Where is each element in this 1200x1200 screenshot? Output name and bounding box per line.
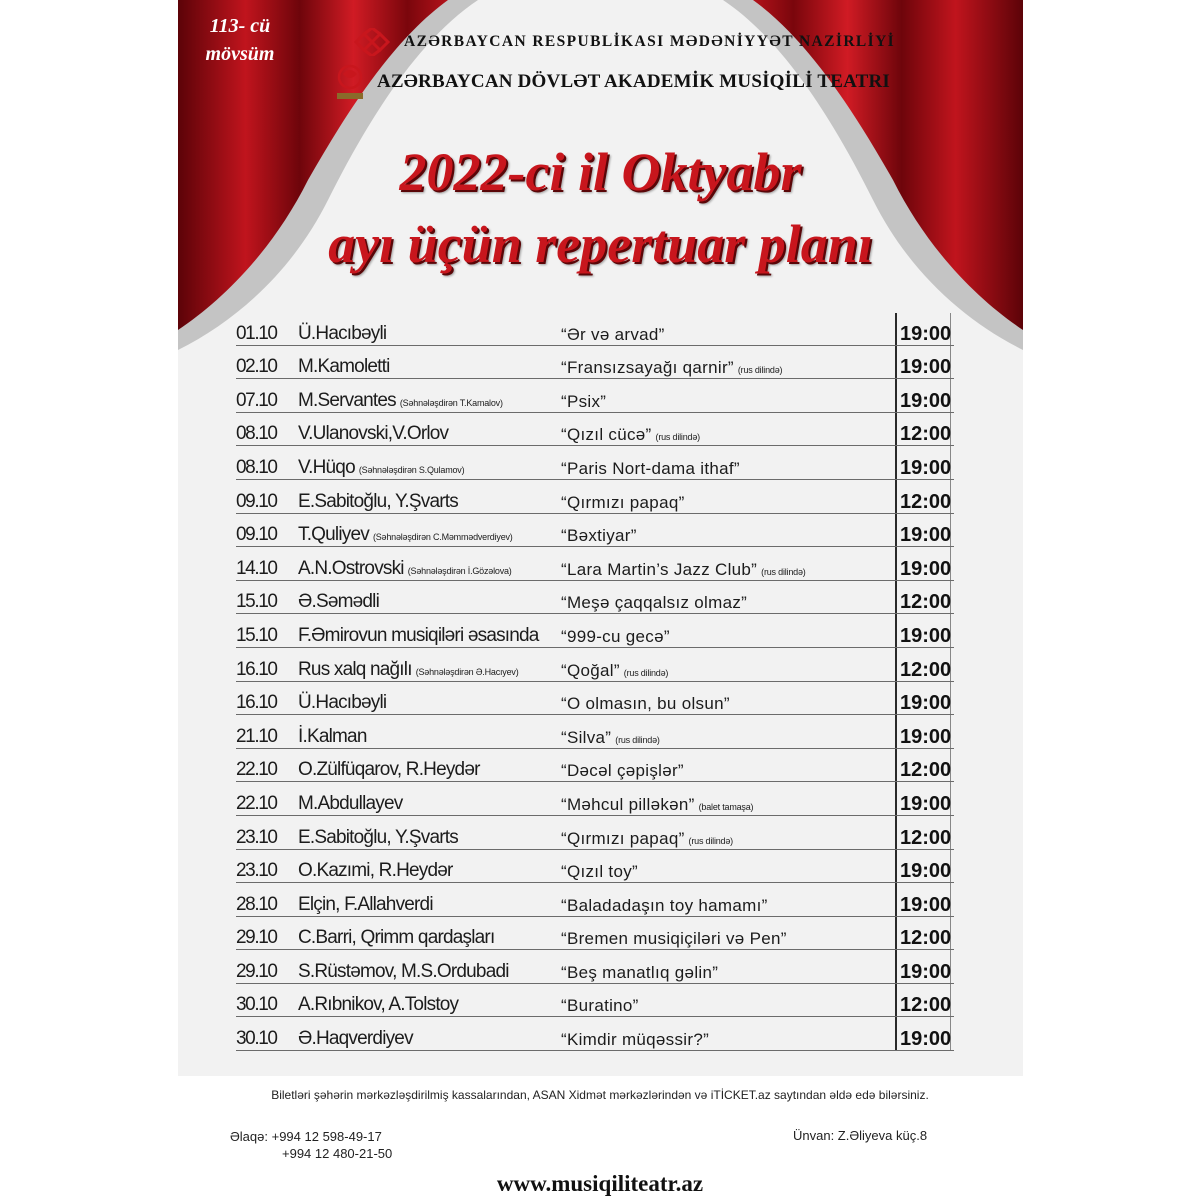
row-author: [298, 927, 498, 949]
row-time: 12:00: [900, 759, 952, 782]
title-note: (rus dilində): [761, 566, 806, 577]
ministry-header: [352, 26, 895, 58]
row-date: 16.10: [236, 692, 277, 714]
row-title: [561, 593, 751, 613]
author-name: F.Əmirovun musiqiləri əsasında: [298, 624, 539, 646]
row-time: 12:00: [900, 658, 952, 681]
author-note: (Səhnələşdirən S.Qulamov): [358, 464, 465, 475]
row-underline: [236, 513, 954, 514]
row-time: 19:00: [900, 524, 952, 547]
row-date: 07.10: [236, 389, 277, 411]
row-underline: [236, 412, 954, 413]
play-title: “Silva”: [561, 727, 612, 747]
row-author: [298, 793, 406, 815]
row-date: 23.10: [236, 860, 277, 882]
theatre-header: [333, 60, 890, 104]
row-title: [561, 1030, 713, 1050]
row-author: [298, 860, 457, 882]
row-author: [298, 692, 390, 714]
row-underline: [236, 546, 954, 547]
author-name: İ.Kalman: [298, 725, 367, 747]
phone-2: +994 12 480-21-50: [282, 1146, 393, 1161]
row-title: [561, 896, 772, 916]
author-note: (Səhnələşdirən C.Məmmədverdiyev): [372, 532, 513, 543]
play-title: “Lara Martin’s Jazz Club”: [561, 559, 758, 579]
row-time: 19:00: [900, 692, 952, 715]
row-time: 19:00: [900, 557, 952, 580]
row-underline: [236, 949, 954, 950]
schedule-row: [234, 683, 964, 717]
play-title: “Meşə çaqqalsız olmaz”: [561, 593, 748, 613]
row-title: [561, 358, 782, 378]
theatre-logo-icon: [333, 62, 367, 102]
author-name: M.Abdullayev: [298, 792, 403, 814]
schedule-row: [234, 750, 964, 784]
row-author: [298, 659, 519, 681]
row-underline: [236, 479, 954, 480]
row-title: [561, 493, 689, 513]
row-time: 12:00: [900, 927, 952, 950]
row-title: [561, 761, 688, 781]
play-title: “Qırmızı papaq”: [561, 828, 685, 848]
author-name: M.Kamoletti: [298, 356, 390, 378]
row-author: [298, 625, 543, 647]
author-name: S.Rüstəmov, M.S.Ordubadi: [298, 960, 509, 982]
schedule-row: [234, 1018, 964, 1052]
row-date: 15.10: [236, 591, 277, 613]
row-author: [298, 457, 464, 479]
row-date: 29.10: [236, 960, 277, 982]
schedule-row: [234, 918, 964, 952]
row-underline: [236, 882, 954, 883]
row-time: 19:00: [900, 624, 952, 647]
row-author: [298, 994, 462, 1016]
poster-title-line-1: 2022-ci il Oktyabr: [399, 142, 802, 202]
row-date: 16.10: [236, 658, 277, 680]
row-underline: [236, 983, 954, 984]
schedule-row: [234, 884, 964, 918]
row-underline: [236, 714, 954, 715]
row-title: [561, 526, 641, 546]
ministry-name: AZƏRBAYCAN RESPUBLİKASI MƏDƏNİYYƏT NAZİRLİYİ: [404, 33, 896, 50]
row-date: 30.10: [236, 994, 277, 1016]
row-author: [298, 558, 512, 580]
theatre-name: AZƏRBAYCAN DÖVLƏT AKADEMİK MUSİQİLİ TEATRI: [377, 71, 890, 92]
row-title: [561, 728, 660, 748]
play-title: “Məhcul pilləkən”: [561, 794, 695, 814]
row-underline: [236, 345, 954, 346]
schedule-row: [234, 851, 964, 885]
schedule-row: [234, 481, 964, 515]
row-title: [561, 963, 722, 983]
author-name: E.Sabitoğlu, Y.Şvarts: [298, 490, 458, 512]
schedule-row: [234, 582, 964, 616]
schedule-row: [234, 414, 964, 448]
title-note: (rus dilində): [623, 667, 669, 678]
row-date: 29.10: [236, 927, 277, 949]
row-author: [298, 1028, 417, 1050]
row-date: 01.10: [236, 322, 277, 344]
play-title: “Qızıl cücə”: [561, 425, 652, 445]
author-name: Ü.Hacıbəyli: [298, 692, 387, 714]
row-underline: [236, 647, 954, 648]
row-time: 12:00: [900, 423, 952, 446]
contact-label: Əlaqə:: [230, 1129, 268, 1144]
author-name: O.Zülfüqarov, R.Heydər: [298, 759, 480, 781]
play-title: “Bəxtiyar”: [561, 526, 637, 546]
ministry-logo-icon: [352, 28, 392, 56]
row-title: [561, 694, 734, 714]
row-time: 19:00: [900, 1028, 952, 1051]
play-title: “Qızıl toy”: [561, 862, 638, 882]
poster-title-line-2: ayı üçün repertuar planı: [328, 214, 873, 274]
season-line-1: 113- cü: [209, 15, 271, 37]
row-date: 22.10: [236, 759, 277, 781]
play-title: “Qırmızı papaq”: [561, 492, 685, 512]
row-date: 02.10: [236, 356, 277, 378]
author-note: (Səhnələşdirən T.Kamalov): [399, 397, 503, 408]
season-label: [190, 12, 290, 68]
title-note: (rus dilində): [688, 835, 733, 846]
row-title: [561, 829, 733, 849]
row-date: 08.10: [236, 456, 277, 478]
schedule-table: [234, 313, 964, 1052]
row-author: [298, 961, 513, 983]
row-time: 19:00: [900, 960, 952, 983]
schedule-row: [234, 716, 964, 750]
play-title: “Beş manatlıq gəlin”: [561, 962, 719, 982]
schedule-row: [234, 817, 964, 851]
author-name: Elçin, F.Allahverdi: [298, 893, 433, 915]
row-underline: [236, 916, 954, 917]
row-title: [561, 459, 744, 479]
play-title: “O olmasın, bu olsun”: [561, 694, 730, 714]
row-title: [561, 425, 700, 445]
title-note: (rus dilində): [737, 365, 783, 376]
schedule-row: [234, 380, 964, 414]
row-author: [298, 827, 462, 849]
row-title: [561, 996, 643, 1016]
row-title: [561, 661, 668, 681]
author-name: Ə.Səmədli: [298, 591, 380, 613]
title-note: (balet tamaşa): [698, 801, 754, 812]
play-title: “Bremen musiqiçiləri və Pen”: [561, 929, 787, 949]
row-title: [561, 560, 806, 580]
title-note: (rus dilində): [615, 734, 660, 745]
row-time: 12:00: [900, 826, 952, 849]
contact-block: [230, 1128, 392, 1162]
row-title: [561, 795, 753, 815]
author-name: M.Servantes: [298, 389, 396, 411]
row-author: [298, 524, 513, 546]
row-title: [561, 627, 674, 647]
author-note: (Səhnələşdirən İ.Gözəlova): [407, 565, 512, 576]
play-title: “Qoğal”: [561, 660, 620, 680]
author-name: A.Rıbnikov, A.Tolstoy: [298, 994, 459, 1016]
row-time: 19:00: [900, 389, 952, 412]
row-time: 12:00: [900, 994, 952, 1017]
row-time: 19:00: [900, 322, 952, 345]
row-time: 19:00: [900, 456, 952, 479]
row-author: [298, 591, 383, 613]
author-name: Ə.Haqverdiyev: [298, 1028, 413, 1050]
row-time: 19:00: [900, 725, 952, 748]
author-name: V.Ulanovski,V.Orlov: [298, 423, 449, 445]
row-date: 14.10: [236, 557, 277, 579]
play-title: “Fransızsayağı qarnir”: [561, 358, 734, 378]
author-name: O.Kazımi, R.Heydər: [298, 860, 453, 882]
row-underline: [236, 1050, 954, 1051]
row-author: [298, 323, 390, 345]
row-underline: [236, 445, 954, 446]
row-date: 21.10: [236, 725, 277, 747]
author-name: T.Quliyev: [298, 524, 369, 546]
play-title: “999-cu gecə”: [561, 626, 670, 646]
schedule-row: [234, 649, 964, 683]
row-time: 12:00: [900, 490, 952, 513]
play-title: “Baladadaşın toy hamamı”: [561, 895, 768, 915]
row-date: 28.10: [236, 893, 277, 915]
row-date: 15.10: [236, 624, 277, 646]
phone-1: +994 12 598-49-17: [271, 1129, 382, 1144]
play-title: “Buratino”: [561, 996, 639, 1016]
ticket-info: Biletləri şəhərin mərkəzləşdirilmiş kassalarından, ASAN Xidmət mərkəzlərindən və iTİCKET.az saytından əldə edə bilərsiniz.: [271, 1088, 929, 1102]
row-underline: [236, 378, 954, 379]
row-author: [298, 356, 394, 378]
author-name: V.Hüqo: [298, 456, 355, 478]
author-name: E.Sabitoğlu, Y.Şvarts: [298, 826, 458, 848]
row-time: 19:00: [900, 792, 952, 815]
row-time: 19:00: [900, 356, 952, 379]
row-underline: [236, 1016, 954, 1017]
author-name: Rus xalq nağılı: [298, 658, 412, 680]
play-title: “Psix”: [561, 391, 607, 411]
row-author: [298, 894, 437, 916]
play-title: “Dəcəl çəpişlər”: [561, 761, 684, 781]
row-title: [561, 392, 610, 412]
row-title: [561, 862, 642, 882]
play-title: “Ər və arvad”: [561, 324, 665, 344]
row-date: 09.10: [236, 490, 277, 512]
schedule-row: [234, 447, 964, 481]
author-name: Ü.Hacıbəyli: [298, 322, 387, 344]
season-line-2: mövsüm: [205, 43, 275, 65]
row-time: 19:00: [900, 860, 952, 883]
play-title: “Kimdir müqəssir?”: [561, 1030, 710, 1050]
row-underline: [236, 815, 954, 816]
row-date: 22.10: [236, 792, 277, 814]
author-name: C.Barri, Qrimm qardaşları: [298, 927, 495, 949]
row-author: [298, 759, 484, 781]
row-date: 23.10: [236, 826, 277, 848]
row-title: [561, 325, 669, 345]
row-underline: [236, 681, 954, 682]
title-note: (rus dilində): [655, 432, 700, 443]
schedule-row: [234, 548, 964, 582]
row-time: 19:00: [900, 893, 952, 916]
author-name: A.N.Ostrovski: [298, 557, 404, 579]
row-underline: [236, 580, 954, 581]
row-time: 12:00: [900, 591, 952, 614]
row-date: 30.10: [236, 1028, 277, 1050]
row-title: [561, 929, 791, 949]
play-title: “Paris Nort-dama ithaf”: [561, 458, 740, 478]
row-underline: [236, 781, 954, 782]
author-note: (Səhnələşdirən Ə.Hacıyev): [415, 666, 519, 677]
row-underline: [236, 748, 954, 749]
schedule-row: [234, 985, 964, 1019]
schedule-row: [234, 313, 964, 347]
address: Ünvan: Z.Əliyeva küç.8: [793, 1128, 928, 1143]
row-author: [298, 423, 452, 445]
row-date: 09.10: [236, 524, 277, 546]
schedule-row: [234, 615, 964, 649]
schedule-row: [234, 951, 964, 985]
schedule-row: [234, 783, 964, 817]
schedule-row: [234, 347, 964, 381]
row-author: [298, 726, 371, 748]
row-underline: [236, 849, 954, 850]
row-date: 08.10: [236, 423, 277, 445]
schedule-row: [234, 515, 964, 549]
row-author: [298, 491, 462, 513]
website-link[interactable]: www.musiqiliteatr.az: [496, 1171, 704, 1196]
row-underline: [236, 613, 954, 614]
row-author: [298, 390, 503, 412]
